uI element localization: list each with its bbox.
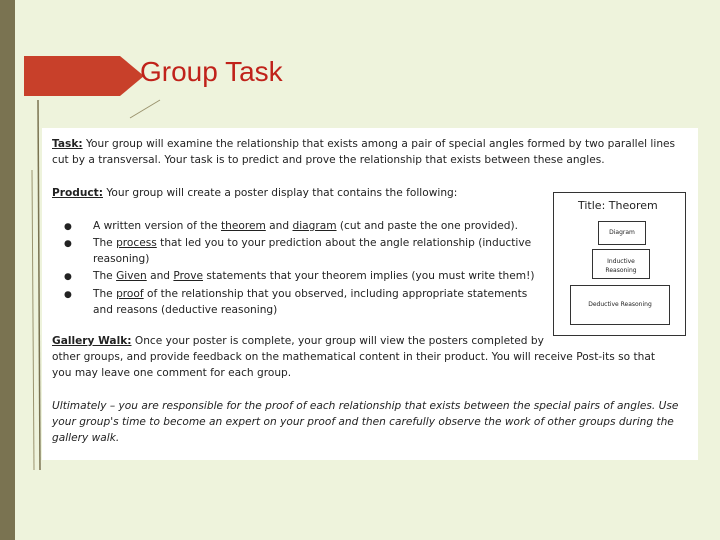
gallery-text-1: Once your poster is complete, your group will view the posters completed by xyxy=(134,335,544,347)
title-arrow-tab xyxy=(24,56,144,96)
ultimately-line-3: gallery walk. xyxy=(52,432,120,444)
product-label: Product: xyxy=(52,187,103,199)
ultimately-line-2: your group's time to become an expert on your proof and then carefully observe the work of other groups during the xyxy=(52,416,674,428)
product-line xyxy=(52,185,457,201)
task-line-1 xyxy=(52,136,675,152)
product-intro: Your group will create a poster display that contains the following: xyxy=(106,187,458,199)
product-bullet-4: The proof of the relationship that you observed, including appropriate statements xyxy=(93,288,528,300)
product-bullet-1: A written version of the theorem and diagram (cut and paste the one provided). xyxy=(93,220,519,232)
gallery-line-2: other groups, and provide feedback on the mathematical content in their product. You will receive Post-its so that xyxy=(52,351,656,363)
gallery-line-3: you may leave one comment for each group. xyxy=(52,367,292,379)
poster-example xyxy=(553,192,686,336)
poster-title: Title: Theorem xyxy=(578,199,658,212)
gallery-label: Gallery Walk: xyxy=(52,335,132,347)
bullet-dot: ● xyxy=(64,239,72,249)
poster-inductive-box: Inductive Reasoning xyxy=(592,249,650,279)
poster-deductive-box: Deductive Reasoning xyxy=(570,285,670,325)
task-text-1: Your group will examine the relationship that exists among a pair of special angles formed by two parallel lines xyxy=(85,138,676,150)
slide-title: Group Task xyxy=(140,56,283,87)
gallery-line-1 xyxy=(52,333,544,349)
ultimately-line-1: Ultimately – you are responsible for the proof of each relationship that exists between the special pairs of angles. Use xyxy=(52,400,679,412)
task-document xyxy=(42,128,698,460)
product-bullet-3: The Given and Prove statements that your theorem implies (you must write them!) xyxy=(93,270,535,282)
bullet-dot: ● xyxy=(64,272,72,282)
task-label: Task: xyxy=(52,138,83,150)
bullet-dot: ● xyxy=(64,222,72,232)
product-bullet-4-cont: and reasons (deductive reasoning) xyxy=(93,304,278,316)
task-line-2: cut by a transversal. Your task is to predict and prove the relationship that exists between these angles. xyxy=(52,154,605,166)
product-bullet-2-cont: reasoning) xyxy=(93,253,150,265)
product-bullet-2: The process that led you to your prediction about the angle relationship (inductive xyxy=(93,237,532,249)
bullet-dot: ● xyxy=(64,290,72,300)
poster-diagram-box: Diagram xyxy=(598,221,646,245)
